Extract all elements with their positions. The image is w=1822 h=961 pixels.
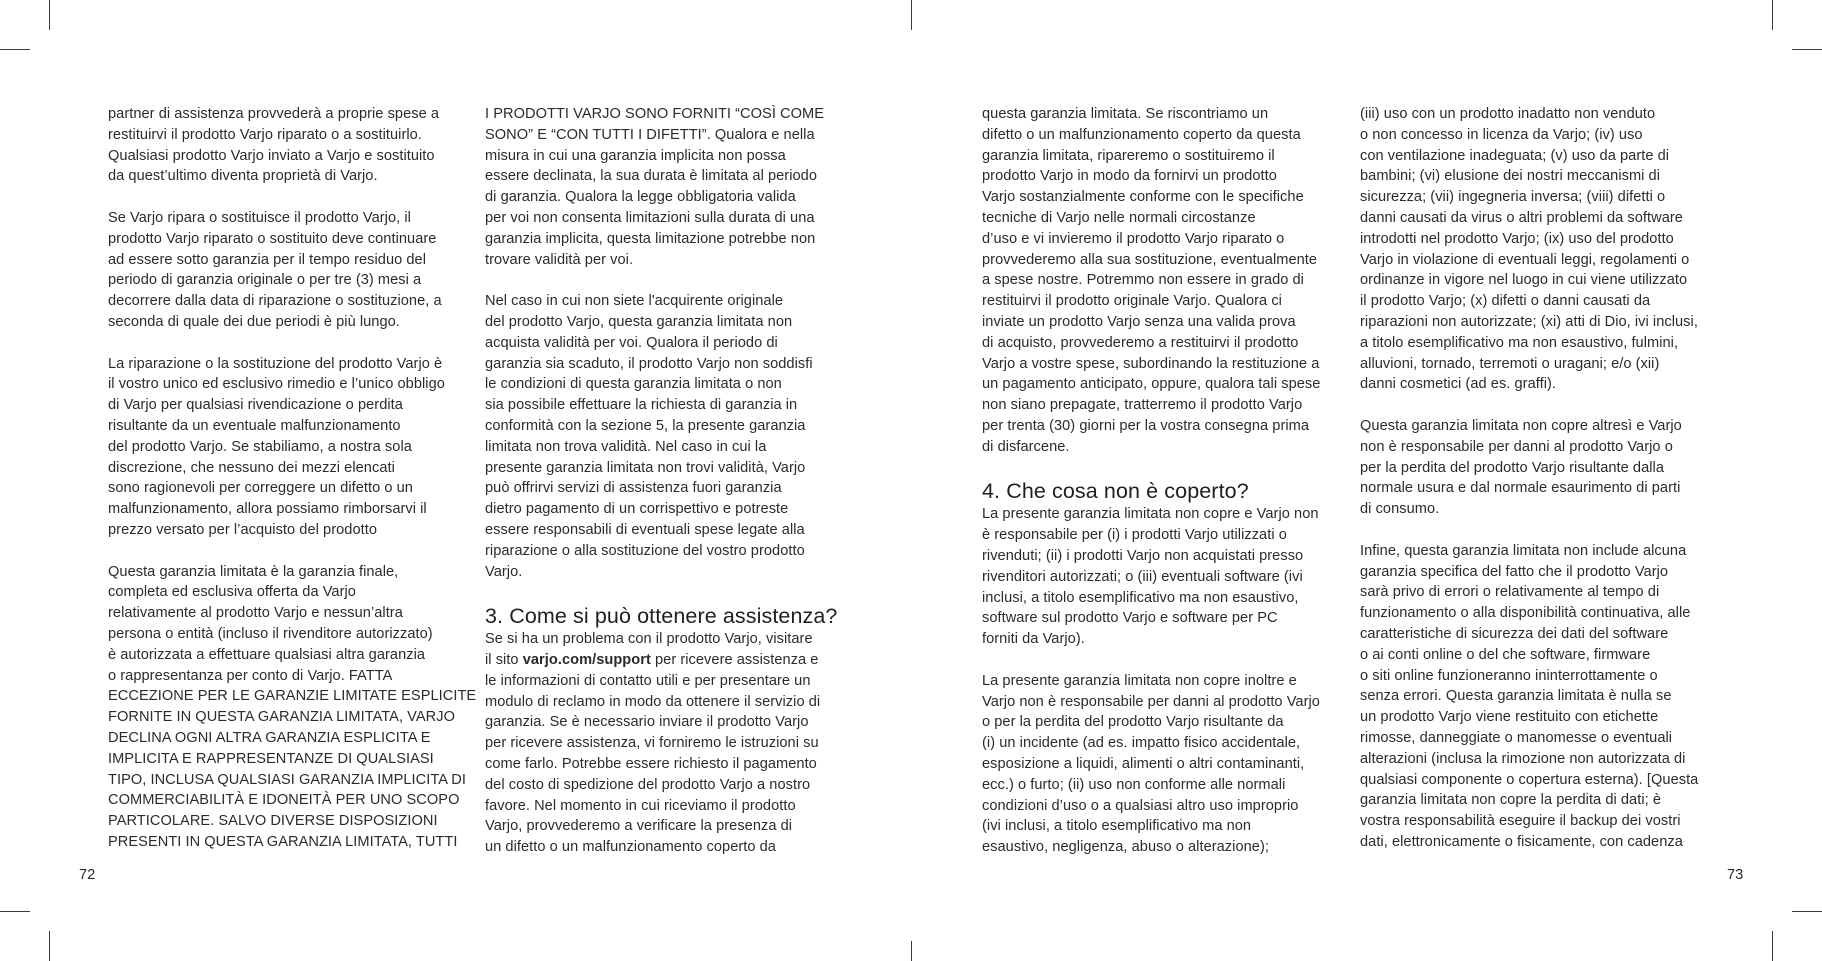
text-line: TIPO, INCLUSA QUALSIASI GARANZIA IMPLICITA DI — [108, 771, 466, 788]
text-line: per ricevere assistenza, vi forniremo le istruzioni su — [485, 735, 819, 752]
text-line: da quest’ultimo diventa proprietà di Varjo. — [108, 168, 378, 185]
text-line: risultante da un eventuale malfunzionamento — [108, 417, 401, 434]
text-line: partner di assistenza provvederà a proprie spese a — [108, 106, 440, 122]
text-line: condizioni d’uso o a qualsiasi altro uso improprio — [982, 797, 1299, 814]
left-page-column-1 — [108, 104, 477, 853]
text-line: sicurezza; (vii) ingegneria inversa; (viii) difetti o — [1360, 189, 1666, 206]
text-line: sono ragionevoli per correggere un difetto o un — [108, 480, 413, 497]
crop-mark-top-left-h — [0, 49, 30, 50]
text-line: Questa garanzia limitata è la garanzia finale, — [108, 563, 399, 580]
page-number-right: 73 — [1727, 867, 1744, 883]
text-line: Varjo a vostre spese, subordinando la restituzione a — [982, 355, 1320, 372]
text-line: Infine, questa garanzia limitata non include alcuna — [1360, 542, 1687, 559]
text-line: introdotti nel prodotto Varjo; (ix) uso del prodotto — [1360, 230, 1674, 247]
text-line: sarà privo di errori o relativamente al tempo di — [1360, 584, 1660, 601]
text-line: esposizione a liquidi, alimenti o altri contaminanti, — [982, 755, 1305, 772]
text-line: presente garanzia limitata non trovi validità, Varjo — [485, 459, 806, 476]
text-line: di acquisto, provvederemo a restituirvi il prodotto — [982, 334, 1299, 351]
text-line: o siti online funzioneranno ininterrottamente o — [1360, 667, 1658, 684]
text-fragment: il sito — [485, 651, 523, 668]
text-line-with-link — [485, 650, 855, 671]
text-line: conformità con la sezione 5, la presente garanzia — [485, 417, 806, 434]
paragraph — [982, 104, 1337, 458]
text-line: Nel caso in cui non siete l'acquirente originale — [485, 293, 784, 310]
text-line: favore. Nel momento in cui riceviamo il prodotto — [485, 797, 796, 814]
text-line: prezzo versato per l’acquisto del prodotto — [108, 521, 377, 538]
text-line: riparazioni non autorizzate; (xi) atti di Dio, ivi inclusi, — [1360, 313, 1698, 330]
text-line: Se si ha un problema con il prodotto Varjo, visitare — [485, 631, 813, 648]
text-line: un prodotto Varjo viene restituito con etichette — [1360, 709, 1659, 726]
text-line: essere declinata, la sua durata è limitata al periodo — [485, 168, 818, 185]
text-line: modulo di reclamo in modo da ottenere il servizio di — [485, 693, 821, 710]
text-line: COMMERCIABILITÀ E IDONEITÀ PER UNO SCOPO — [108, 792, 460, 809]
text-line: danni cosmetici (ad es. graffi). — [1360, 376, 1556, 393]
text-line: di garanzia. Qualora la legge obbligatoria valida — [485, 189, 796, 206]
text-line: senza errori. Questa garanzia limitata è nulla se — [1360, 688, 1672, 705]
text-line: come farlo. Potrebbe essere richiesto il pagamento — [485, 755, 817, 772]
text-line: dati, elettronicamente o fisicamente, con cadenza — [1360, 833, 1683, 850]
text-line: o ai conti online o del che software, firmware — [1360, 646, 1651, 663]
text-line: inclusi, a titolo esemplificativo ma non esaustivo, — [982, 589, 1299, 606]
text-line: del costo di spedizione del prodotto Varjo a nostro — [485, 776, 811, 793]
text-line: Varjo. — [485, 563, 523, 580]
text-line: ordinanze in vigore nel luogo in cui viene utilizzato — [1360, 272, 1688, 289]
text-line: garanzia limitata non copre la perdita di dati; è — [1360, 792, 1661, 809]
text-line: funzionamento o alla disponibilità continuativa, alle — [1360, 605, 1691, 622]
text-line: Varjo in violazione di eventuali leggi, regolamenti o — [1360, 251, 1690, 268]
text-line: ecc.) o furto; (ii) uso non conforme alle normali — [982, 776, 1286, 793]
paragraph — [108, 104, 473, 187]
crop-mark-bottom-center — [911, 941, 912, 961]
text-line: (i) un incidente (ad es. impatto fisico accidentale, — [982, 735, 1301, 752]
text-line: le condizioni di questa garanzia limitata o non — [485, 376, 782, 393]
text-line: sia possibile effettuare la richiesta di garanzia in — [485, 397, 798, 414]
text-line: (iii) uso con un prodotto inadatto non venduto — [1360, 106, 1656, 122]
right-page-column-2 — [1360, 104, 1725, 853]
text-line: PARTICOLARE. SALVO DIVERSE DISPOSIZIONI — [108, 813, 438, 830]
text-line: bambini; (vi) elusione dei nostri meccanismi di — [1360, 168, 1661, 185]
text-line: alterazioni (inclusa la rimozione non autorizzata di — [1360, 750, 1686, 767]
text-line: completa ed esclusiva offerta da Varjo — [108, 584, 356, 601]
paragraph — [982, 504, 1337, 650]
text-line: SONO” E “CON TUTTI I DIFETTI”. Qualora e nella — [485, 126, 815, 143]
left-page-column-2 — [485, 104, 855, 858]
text-line: di disfarcene. — [982, 438, 1070, 455]
text-line: Questa garanzia limitata non copre altresì e Varjo — [1360, 417, 1682, 434]
paragraph — [485, 291, 855, 582]
text-line: o rappresentanza per conto di Varjo. FATTA — [108, 667, 393, 684]
crop-mark-bottom-left-h — [0, 911, 30, 912]
text-line: garanzia specifica del fatto che il prodotto Varjo — [1360, 563, 1669, 580]
page-number-left: 72 — [79, 867, 96, 883]
text-line: relativamente al prodotto Varjo e nessun’altra — [108, 605, 403, 622]
text-line: un difetto o un malfunzionamento coperto da — [485, 839, 776, 856]
text-line: del prodotto Varjo. Se stabiliamo, a nostra sola — [108, 438, 412, 455]
section-heading-4: 4. Che cosa non è coperto? — [982, 479, 1249, 504]
text-line: o non concesso in licenza da Varjo; (iv) uso — [1360, 126, 1643, 143]
text-line: questa garanzia limitata. Se riscontriamo un — [982, 106, 1269, 122]
text-line: IMPLICITA E RAPPRESENTANZE DI QUALSIASI — [108, 750, 434, 767]
paragraph — [1360, 541, 1725, 853]
text-line: misura in cui una garanzia implicita non possa — [485, 147, 786, 164]
text-line: dietro pagamento di un corrispettivo e potreste — [485, 501, 789, 518]
paragraph — [1360, 104, 1725, 395]
crop-mark-top-right — [1772, 0, 1773, 30]
text-line: malfunzionamento, allora possiamo rimborsarvi il — [108, 501, 427, 518]
text-line: tecniche di Varjo nelle normali circostanze — [982, 209, 1256, 226]
text-line: del prodotto Varjo, questa garanzia limitata non — [485, 313, 793, 330]
text-line: il vostro unico ed esclusivo rimedio e l’unico obbligo — [108, 376, 445, 393]
text-line: ad essere sotto garanzia per il tempo residuo del — [108, 251, 427, 268]
text-line: La riparazione o la sostituzione del prodotto Varjo è — [108, 355, 443, 372]
text-line: caratteristiche di sicurezza dei dati del software — [1360, 625, 1669, 642]
text-line: rimosse, danneggiate o manomesse o eventuali — [1360, 729, 1673, 746]
text-line: per voi non consenta limitazioni sulla durata di una — [485, 209, 815, 226]
text-line: riparazione o alla sostituzione del vostro prodotto — [485, 542, 805, 559]
text-line: garanzia implicita, questa limitazione potrebbe non — [485, 230, 816, 247]
text-line: prodotto Varjo in modo da fornirvi un prodotto — [982, 168, 1277, 185]
text-line: non è responsabile per danni al prodotto Varjo o — [1360, 438, 1673, 455]
text-line: inviate un prodotto Varjo senza una valida prova — [982, 313, 1296, 330]
text-line: seconda di quale dei due periodi è più lungo. — [108, 313, 400, 330]
text-line: per trenta (30) giorni per la vostra consegna prima — [982, 417, 1310, 434]
text-fragment: per ricevere assistenza e — [650, 651, 819, 668]
text-line: normale usura e dal normale esaurimento di parti — [1360, 480, 1681, 497]
text-line: DECLINA OGNI ALTRA GARANZIA ESPLICITA E — [108, 729, 431, 746]
text-line: Varjo, provvederemo a verificare la presenza di — [485, 818, 793, 835]
text-line: discrezione, che nessuno dei mezzi elencati — [108, 459, 395, 476]
crop-mark-bottom-right — [1772, 931, 1773, 961]
support-link[interactable]: varjo.com/support — [522, 651, 651, 668]
text-line: decorrere dalla data di riparazione o sostituzione, a — [108, 293, 442, 310]
section-heading-3: 3. Come si può ottenere assistenza? — [485, 604, 838, 629]
text-line: acquista validità per voi. Qualora il periodo di — [485, 334, 778, 351]
text-line: qualsiasi componente o copertura esterna). [Questa — [1360, 771, 1699, 788]
text-line: per la perdita del prodotto Varjo risultante dalla — [1360, 459, 1665, 476]
paragraph — [485, 629, 855, 858]
right-page-column-1 — [982, 104, 1337, 858]
text-line: garanzia limitata, ripareremo o sostituiremo il — [982, 147, 1275, 164]
paragraph — [108, 208, 473, 333]
text-line: difetto o un malfunzionamento coperto da questa — [982, 126, 1301, 143]
text-line: FORNITE IN QUESTA GARANZIA LIMITATA, VARJO — [108, 709, 455, 726]
text-line: a spese nostre. Potremmo non essere in grado di — [982, 272, 1304, 289]
text-line: è responsabile per (i) i prodotti Varjo utilizzati o — [982, 527, 1287, 544]
text-line: persona o entità (incluso il rivenditore autorizzato) — [108, 625, 433, 642]
text-line: a titolo esemplificativo ma non esaustivo, fulmini, — [1360, 334, 1679, 351]
text-line: con ventilazione inadeguata; (v) uso da parte di — [1360, 147, 1670, 164]
paragraph — [1360, 416, 1725, 520]
paragraph — [108, 354, 473, 541]
text-line: è autorizzata a effettuare qualsiasi altra garanzia — [108, 646, 426, 663]
text-line: La presente garanzia limitata non copre inoltre e — [982, 672, 1297, 689]
text-line: Qualsiasi prodotto Varjo inviato a Varjo e sostituito — [108, 147, 435, 164]
text-line: rivenditori autorizzati; o (iii) eventuali software (ivi — [982, 568, 1303, 585]
crop-mark-top-left — [49, 0, 50, 30]
paragraph — [982, 671, 1337, 858]
text-line: le informazioni di contatto utili e per presentare un — [485, 672, 811, 689]
text-line: restituirvi il prodotto originale Varjo. Qualora ci — [982, 293, 1282, 310]
paragraph — [108, 562, 477, 853]
text-line: restituirvi il prodotto Varjo riparato o a sostituirlo. — [108, 126, 422, 143]
text-line: provvederemo alla sua sostituzione, eventualmente — [982, 251, 1318, 268]
text-line: I PRODOTTI VARJO SONO FORNITI “COSÌ COME — [485, 106, 825, 122]
text-line: essere responsabili di eventuali spese legate alla — [485, 521, 805, 538]
text-line: garanzia. Se è necessario inviare il prodotto Varjo — [485, 714, 809, 731]
text-line: Varjo non è responsabile per danni al prodotto Varjo — [982, 693, 1320, 710]
text-line: PRESENTI IN QUESTA GARANZIA LIMITATA, TUTTI — [108, 833, 458, 850]
crop-mark-top-right-h — [1792, 49, 1822, 50]
text-line: un pagamento anticipato, oppure, qualora tali spese — [982, 376, 1321, 393]
text-line: il prodotto Varjo; (x) difetti o danni causati da — [1360, 293, 1651, 310]
text-line: danni causati da virus o altri problemi da software — [1360, 209, 1683, 226]
text-line: La presente garanzia limitata non copre e Varjo non — [982, 506, 1319, 523]
text-line: Varjo sostanzialmente conforme con le specifiche — [982, 189, 1304, 206]
text-line: rivenduti; (ii) i prodotti Varjo non acquistati presso — [982, 547, 1304, 564]
text-line: prodotto Varjo riparato o sostituito deve continuare — [108, 230, 437, 247]
text-line: trovare validità per voi. — [485, 251, 634, 268]
text-line: forniti da Varjo). — [982, 631, 1085, 648]
text-line: esaustivo, negligenza, abuso o alterazione); — [982, 839, 1269, 856]
text-line: o per la perdita del prodotto Varjo risultante da — [982, 714, 1284, 731]
text-line: può offrirvi servizi di assistenza fuori garanzia — [485, 480, 782, 497]
crop-mark-top-center — [911, 0, 912, 30]
paragraph — [485, 104, 855, 270]
text-line: (ivi inclusi, a titolo esemplificativo ma non — [982, 818, 1252, 835]
text-line: vostra responsabilità eseguire il backup dei vostri — [1360, 813, 1681, 830]
text-line: non siano prepagate, tratterremo il prodotto Varjo — [982, 397, 1303, 414]
crop-mark-bottom-right-h — [1792, 911, 1822, 912]
text-line: Se Varjo ripara o sostituisce il prodotto Varjo, il — [108, 209, 411, 226]
crop-mark-bottom-left — [49, 931, 50, 961]
text-line: software sul prodotto Varjo e software per PC — [982, 610, 1278, 627]
text-line: periodo di garanzia originale o per tre (3) mesi a — [108, 272, 422, 289]
text-line: limitata non trova validità. Nel caso in cui la — [485, 438, 767, 455]
text-line: garanzia sia scaduto, il prodotto Varjo non soddisfi — [485, 355, 813, 372]
text-line: di consumo. — [1360, 501, 1440, 518]
text-line: alluvioni, tornado, terremoti o uragani; e/o (xii) — [1360, 355, 1660, 372]
text-line: d’uso e vi invieremo il prodotto Varjo riparato o — [982, 230, 1285, 247]
text-line: di Varjo per qualsiasi rivendicazione o perdita — [108, 397, 403, 414]
text-line: ECCEZIONE PER LE GARANZIE LIMITATE ESPLICITE — [108, 688, 477, 705]
